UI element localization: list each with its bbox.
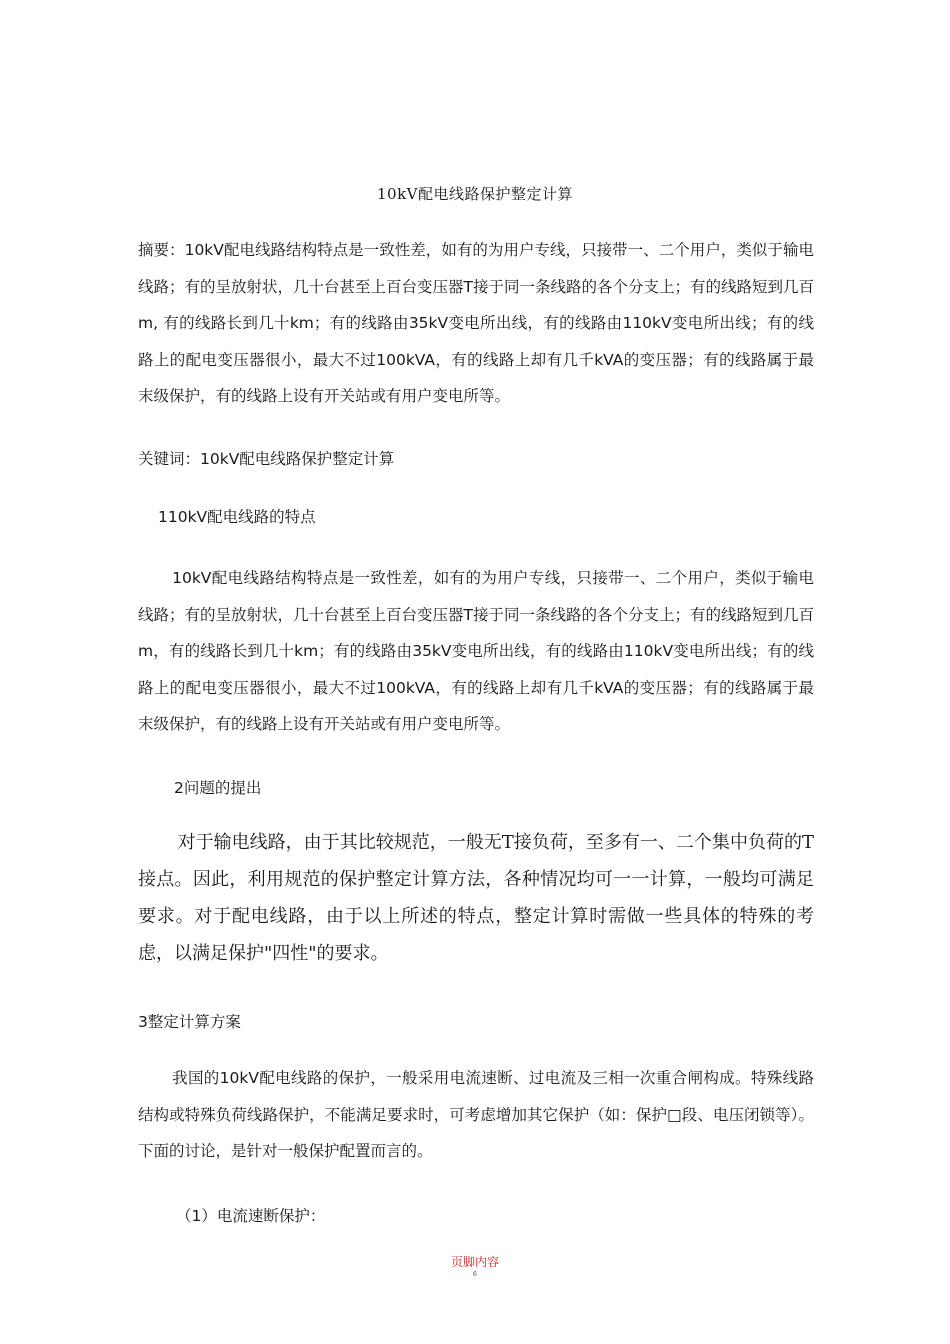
footer-page-mark: 6 (473, 1271, 477, 1278)
section2-heading: 2问题的提出 (174, 779, 262, 797)
page-footer: 页脚内容 (450, 1255, 499, 1269)
section3-heading: 3整定计算方案 (138, 1013, 241, 1031)
section1-paragraph: 10kV配电线路结构特点是一致性差，如有的为用户专线，只接带一、二个用户，类似于输电线路；有的呈放射状，几十台甚至上百台变压器T接于同一条线路的各个分支上；有的线路短到几百m，有的线路长到几十km；有的线路由35kV变电所出线，有的线路由110kV变电所出线；有的线路上的配电变压器很小，最大不过100kVA，有的线路上却有几千kVA的变压器；有的线路属于最末级保护，有的线路上设有开关站或有用户变电所等。 (138, 569, 814, 733)
section3-paragraph: 我国的10kV配电线路的保护，一般采用电流速断、过电流及三相一次重合闸构成。特殊线路结构或特殊负荷线路保护，不能满足要求时，可考虑增加其它保护（如：保护□段、电压闭锁等）。下面的讨论，是针对一般保护配置而言的。 (138, 1069, 814, 1160)
section1-heading: 110kV配电线路的特点 (158, 508, 316, 526)
section2-paragraph: 对于输电线路，由于其比较规范，一般无T接负荷，至多有一、二个集中负荷的T接点。因此，利用规范的保护整定计算方法，各种情况均可一一计算，一般均可满足要求。对于配电线路，由于以上所述的特点，整定计算时需做一些具体的特殊的考虑，以满足保护"四性"的要求。 (138, 832, 814, 964)
keywords-line: 关键词：10kV配电线路保护整定计算 (138, 450, 395, 468)
abstract-paragraph: 摘要：10kV配电线路结构特点是一致性差，如有的为用户专线，只接带一、二个用户，类似于输电线路；有的呈放射状，几十台甚至上百台变压器T接于同一条线路的各个分支上；有的线路短到几百m, 有的线路长到几十km；有的线路由35kV变电所出线，有的线路由110kV变电所出线；有的线路上的配电变压器很小，最大不过100kVA，有的线路上却有几千kVA的变压器；有的线路属于最末级保护，有的线路上设有开关站或有用户变电所等。 (138, 241, 814, 405)
subsection1-heading: （1）电流速断保护： (176, 1207, 326, 1225)
document-title: 10kV配电线路保护整定计算 (376, 185, 573, 203)
